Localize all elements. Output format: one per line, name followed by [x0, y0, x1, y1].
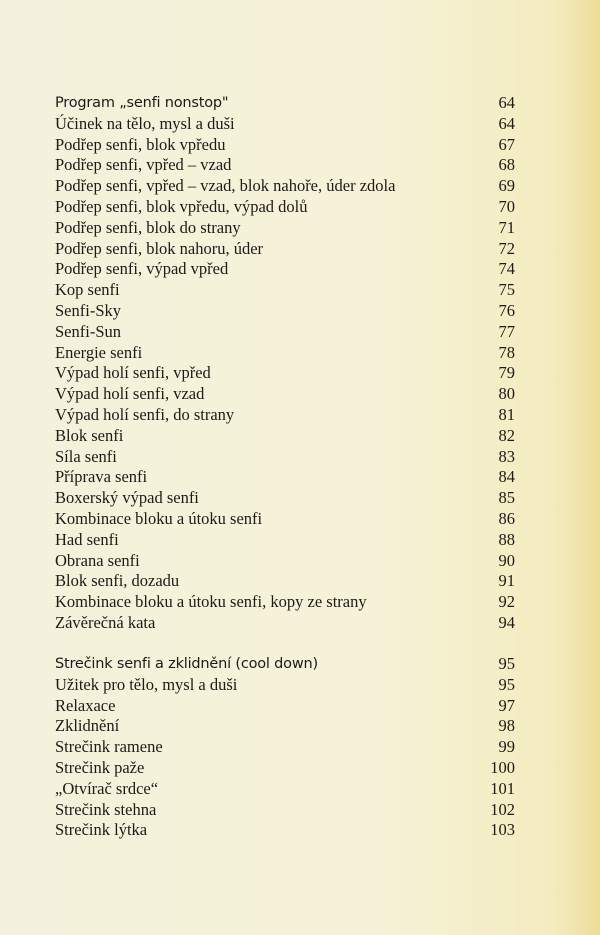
- entry-page-number: 82: [498, 425, 515, 445]
- toc-entry: [55, 301, 515, 322]
- entry-title: Strečink stehna: [55, 799, 157, 819]
- toc-entry: [55, 716, 515, 737]
- entry-title: Blok senfi: [55, 425, 124, 445]
- toc-entry: [55, 343, 515, 364]
- toc-entry: [55, 675, 515, 696]
- entry-title: Závěrečná kata: [55, 612, 156, 632]
- entry-page-number: 76: [498, 300, 515, 320]
- toc-entry: [55, 820, 515, 841]
- toc-entry: [55, 114, 515, 135]
- toc-entry: [55, 758, 515, 779]
- entry-title: Senfi-Sky: [55, 300, 121, 320]
- entry-page-number: 102: [490, 799, 515, 819]
- entry-title: Strečink senfi a zklidnění (cool down): [55, 656, 318, 672]
- entry-page-number: 99: [498, 737, 515, 757]
- toc-entry: [55, 135, 515, 156]
- entry-title: Had senfi: [55, 529, 119, 549]
- entry-title: Strečink lýtka: [55, 820, 148, 840]
- toc-entry: [55, 363, 515, 384]
- entry-title: Strečink paže: [55, 757, 145, 777]
- toc-entry: [55, 384, 515, 405]
- toc-entry: [55, 467, 515, 488]
- toc-entry: [55, 259, 515, 280]
- toc-entry: [55, 197, 515, 218]
- entry-page-number: 95: [498, 674, 515, 694]
- toc-entry: [55, 239, 515, 260]
- entry-page-number: 91: [498, 571, 515, 591]
- entry-title: Strečink ramene: [55, 737, 163, 757]
- entry-title: Podřep senfi, vpřed – vzad, blok nahoře, úder zdola: [55, 176, 396, 196]
- toc-entry: [55, 405, 515, 426]
- entry-page-number: 97: [498, 695, 515, 715]
- entry-title: Zklidnění: [55, 716, 120, 736]
- entry-title: Kop senfi: [55, 280, 120, 300]
- entry-title: Účinek na tělo, mysl a duši: [55, 113, 235, 133]
- entry-page-number: 92: [498, 592, 515, 612]
- toc-entry: [55, 155, 515, 176]
- entry-page-number: 83: [498, 446, 515, 466]
- entry-page-number: 81: [498, 404, 515, 424]
- toc-entry: [55, 322, 515, 343]
- section-heading: [55, 93, 515, 114]
- toc-entry: [55, 779, 515, 800]
- entry-page-number: 70: [498, 196, 515, 216]
- entry-page-number: 88: [498, 529, 515, 549]
- entry-title: Program „senfi nonstop": [55, 95, 229, 111]
- toc-entry: [55, 696, 515, 717]
- entry-page-number: 69: [498, 176, 515, 196]
- entry-title: Výpad holí senfi, vpřed: [55, 363, 211, 383]
- toc-entry: [55, 176, 515, 197]
- entry-title: Příprava senfi: [55, 467, 148, 487]
- entry-page-number: 68: [498, 155, 515, 175]
- toc-entry: [55, 426, 515, 447]
- entry-title: Výpad holí senfi, vzad: [55, 384, 205, 404]
- entry-page-number: 86: [498, 508, 515, 528]
- section-heading: [55, 654, 515, 675]
- entry-page-number: 95: [498, 654, 515, 673]
- entry-page-number: 77: [498, 321, 515, 341]
- toc-entry: [55, 592, 515, 613]
- entry-page-number: 74: [498, 259, 515, 279]
- entry-page-number: 80: [498, 384, 515, 404]
- entry-page-number: 101: [490, 778, 515, 798]
- toc-entry: [55, 737, 515, 758]
- entry-page-number: 72: [498, 238, 515, 258]
- entry-page-number: 79: [498, 363, 515, 383]
- entry-title: Podřep senfi, vpřed – vzad: [55, 155, 232, 175]
- entry-title: Blok senfi, dozadu: [55, 571, 180, 591]
- toc-entry: [55, 488, 515, 509]
- entry-title: Senfi-Sun: [55, 321, 121, 341]
- entry-title: Výpad holí senfi, do strany: [55, 404, 235, 424]
- entry-page-number: 84: [498, 467, 515, 487]
- entry-title: Kombinace bloku a útoku senfi: [55, 508, 263, 528]
- entry-page-number: 64: [498, 93, 515, 112]
- entry-title: „Otvírač srdce“: [55, 778, 159, 798]
- entry-page-number: 94: [498, 612, 515, 632]
- toc-entry: [55, 280, 515, 301]
- entry-title: Podřep senfi, výpad vpřed: [55, 259, 229, 279]
- entry-page-number: 103: [490, 820, 515, 840]
- entry-title: Energie senfi: [55, 342, 143, 362]
- entry-page-number: 78: [498, 342, 515, 362]
- toc-entry: [55, 218, 515, 239]
- entry-page-number: 90: [498, 550, 515, 570]
- toc-section-program: [55, 93, 515, 634]
- entry-title: Podřep senfi, blok vpředu: [55, 134, 226, 154]
- entry-title: Relaxace: [55, 695, 116, 715]
- toc-entry: [55, 551, 515, 572]
- entry-page-number: 98: [498, 716, 515, 736]
- toc-entry: [55, 613, 515, 634]
- entry-title: Kombinace bloku a útoku senfi, kopy ze strany: [55, 592, 367, 612]
- toc-entry: [55, 530, 515, 551]
- entry-page-number: 64: [498, 113, 515, 133]
- entry-page-number: 85: [498, 488, 515, 508]
- entry-title: Síla senfi: [55, 446, 117, 466]
- entry-title: Užitek pro tělo, mysl a duši: [55, 674, 238, 694]
- entry-title: Podřep senfi, blok vpředu, výpad dolů: [55, 196, 308, 216]
- entry-page-number: 75: [498, 280, 515, 300]
- toc-entry: [55, 447, 515, 468]
- entry-title: Podřep senfi, blok nahoru, úder: [55, 238, 264, 258]
- toc-entry: [55, 509, 515, 530]
- toc-entry: [55, 800, 515, 821]
- entry-page-number: 100: [490, 757, 515, 777]
- toc-entry: [55, 571, 515, 592]
- entry-page-number: 71: [498, 217, 515, 237]
- entry-title: Podřep senfi, blok do strany: [55, 217, 241, 237]
- entry-page-number: 67: [498, 134, 515, 154]
- entry-title: Obrana senfi: [55, 550, 140, 570]
- toc-section-cooldown: [55, 654, 515, 841]
- entry-title: Boxerský výpad senfi: [55, 488, 199, 508]
